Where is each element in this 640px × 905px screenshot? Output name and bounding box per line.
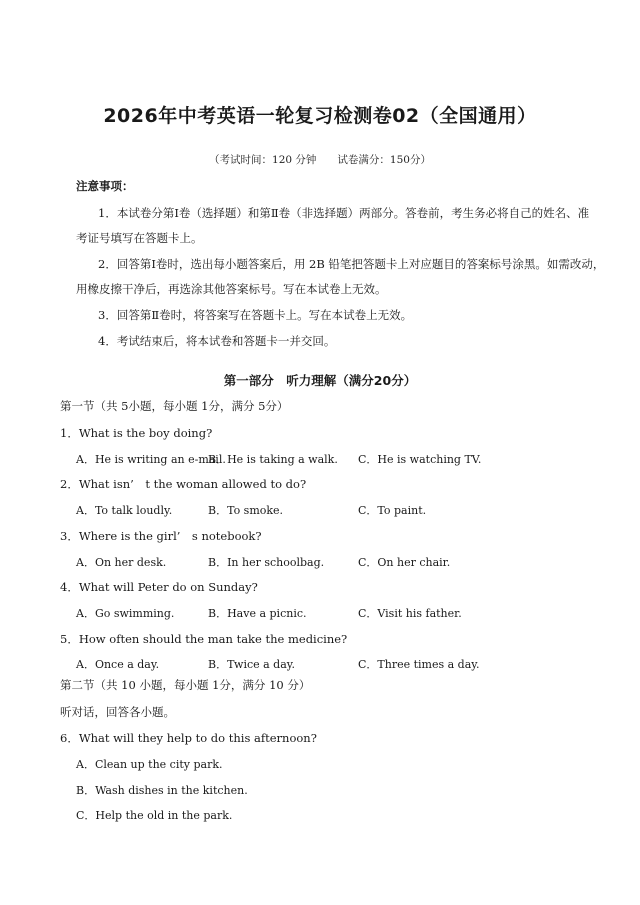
part1-title: 第一部分 听力理解（满分20分） [223,373,417,388]
q3-option-c: C．On her chair. [358,556,451,569]
note-line-5: 3．回答第Ⅱ卷时，将答案写在答题卡上。写在本试卷上无效。 [98,308,413,322]
q4-option-c: C．Visit his father. [358,607,462,620]
q5-option-b: B．Twice a day. [208,658,296,671]
notes-heading: 注意事项： [76,179,134,193]
section2-instruction: 听对话，回答各小题。 [60,705,175,719]
question-2: 2．What isn’ t the woman allowed to do? [60,477,307,491]
section2-heading: 第二节（共 10 小题，每小题 1分，满分 10 分） [60,678,311,692]
exam-title: 2026年中考英语一轮复习检测卷02（全国通用） [103,105,537,127]
q6-option-c: C．Help the old in the park. [76,809,233,822]
q3-option-b: B．In her schoolbag. [208,556,325,569]
question-6: 6．What will they help to do this afternoon? [60,731,317,745]
q4-option-a: A．Go swimming. [76,607,175,620]
q2-option-c: C．To paint. [358,504,427,517]
q3-option-a: A．On her desk. [76,556,167,569]
q2-option-a: A．To talk loudly. [76,504,173,517]
q1-option-b: B．He is taking a walk. [208,453,338,466]
q1-option-c: C．He is watching TV. [358,453,482,466]
q6-option-b: B．Wash dishes in the kitchen. [76,784,248,797]
note-line-4: 用橡皮擦干净后，再选涂其他答案标号。写在本试卷上无效。 [76,282,387,296]
exam-meta: （考试时间：120 分钟 试卷满分：150分） [209,154,431,166]
question-5: 5．How often should the man take the medicine? [60,632,348,646]
note-line-6: 4．考试结束后，将本试卷和答题卡一并交回。 [98,334,336,348]
section1-heading: 第一节（共 5小题，每小题 1分，满分 5分） [60,399,289,413]
q1-option-a: A．He is writing an e-mail. [76,453,226,466]
note-line-3: 2．回答第Ⅰ卷时，选出每小题答案后，用 2B 铅笔把答题卡上对应题目的答案标号涂黑。如需改动， [98,257,605,271]
question-1: 1．What is the boy doing? [60,426,213,440]
q5-option-c: C．Three times a day. [358,658,480,671]
q2-option-b: B．To smoke. [208,504,284,517]
note-line-2: 考证号填写在答题卡上。 [76,231,203,245]
q6-option-a: A．Clean up the city park. [76,758,223,771]
note-line-1: 1．本试卷分第Ⅰ卷（选择题）和第Ⅱ卷（非选择题）两部分。答卷前，考生务必将自己的姓名、准 [98,206,590,220]
q4-option-b: B．Have a picnic. [208,607,307,620]
question-4: 4．What will Peter do on Sunday? [60,580,258,594]
question-3: 3．Where is the girl’ s notebook? [60,529,262,543]
q5-option-a: A．Once a day. [76,658,160,671]
